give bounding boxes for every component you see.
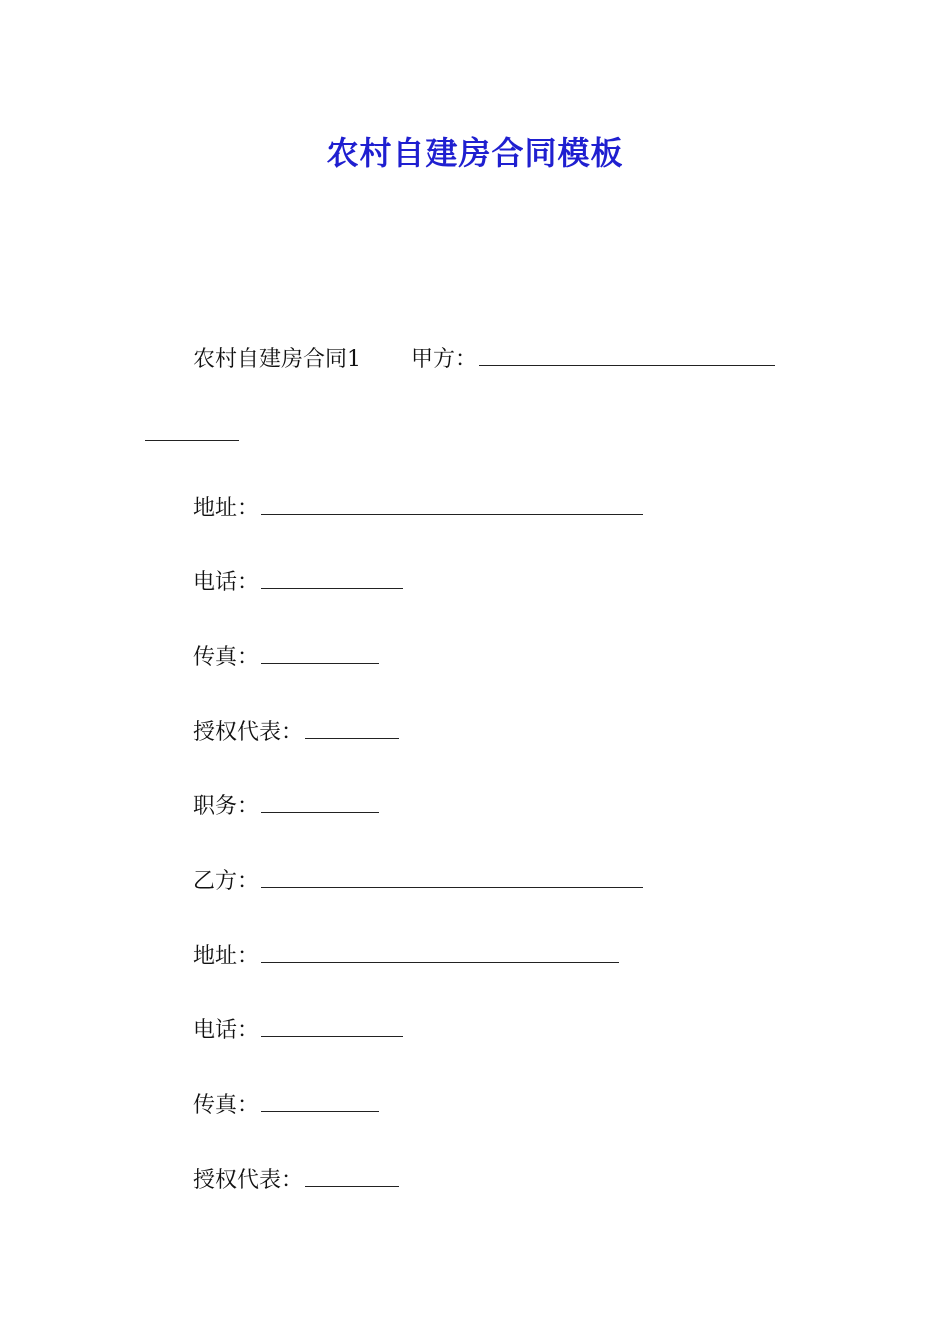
party-a-phone-blank[interactable]	[261, 568, 403, 589]
party-a-fax-line	[193, 643, 379, 673]
party-b-rep-label: 授权代表：	[193, 1168, 304, 1193]
party-b-fax-blank[interactable]	[261, 1091, 379, 1112]
party-a-position-label: 职务：	[193, 794, 260, 819]
party-b-fax-line	[193, 1091, 379, 1121]
party-a-phone-label: 电话：	[193, 570, 260, 595]
party-a-address-blank[interactable]	[261, 494, 643, 515]
party-a-rep-blank[interactable]	[305, 718, 399, 739]
intro-line	[193, 345, 775, 375]
party-b-phone-line	[193, 1016, 403, 1046]
party-a-fax-label: 传真：	[193, 645, 260, 670]
party-b-phone-blank[interactable]	[261, 1016, 403, 1037]
party-b-line	[193, 867, 643, 897]
party-b-phone-label: 电话：	[193, 1018, 260, 1043]
party-a-label: 甲方：	[411, 347, 478, 372]
party-b-label: 乙方：	[193, 869, 260, 894]
document-title: 农村自建房合同模板	[326, 134, 624, 172]
party-a-rep-label: 授权代表：	[193, 720, 304, 745]
party-a-phone-line	[193, 568, 403, 598]
party-b-rep-blank[interactable]	[305, 1166, 399, 1187]
party-a-rep-line	[193, 718, 399, 748]
party-a-fax-blank[interactable]	[261, 643, 379, 664]
party-b-address-line	[193, 942, 619, 972]
party-b-rep-line	[193, 1166, 399, 1196]
party-a-position-line	[193, 792, 379, 822]
party-b-address-label: 地址：	[193, 944, 260, 969]
party-a-position-blank[interactable]	[261, 792, 379, 813]
party-b-blank[interactable]	[261, 867, 643, 888]
party-b-address-blank[interactable]	[261, 942, 619, 963]
party-a-address-line	[193, 494, 643, 524]
party-a-blank[interactable]	[479, 345, 775, 366]
contract-name: 农村自建房合同1	[193, 347, 361, 372]
party-a-address-label: 地址：	[193, 496, 260, 521]
party-b-fax-label: 传真：	[193, 1093, 260, 1118]
party-a-blank-continued[interactable]	[145, 440, 239, 441]
